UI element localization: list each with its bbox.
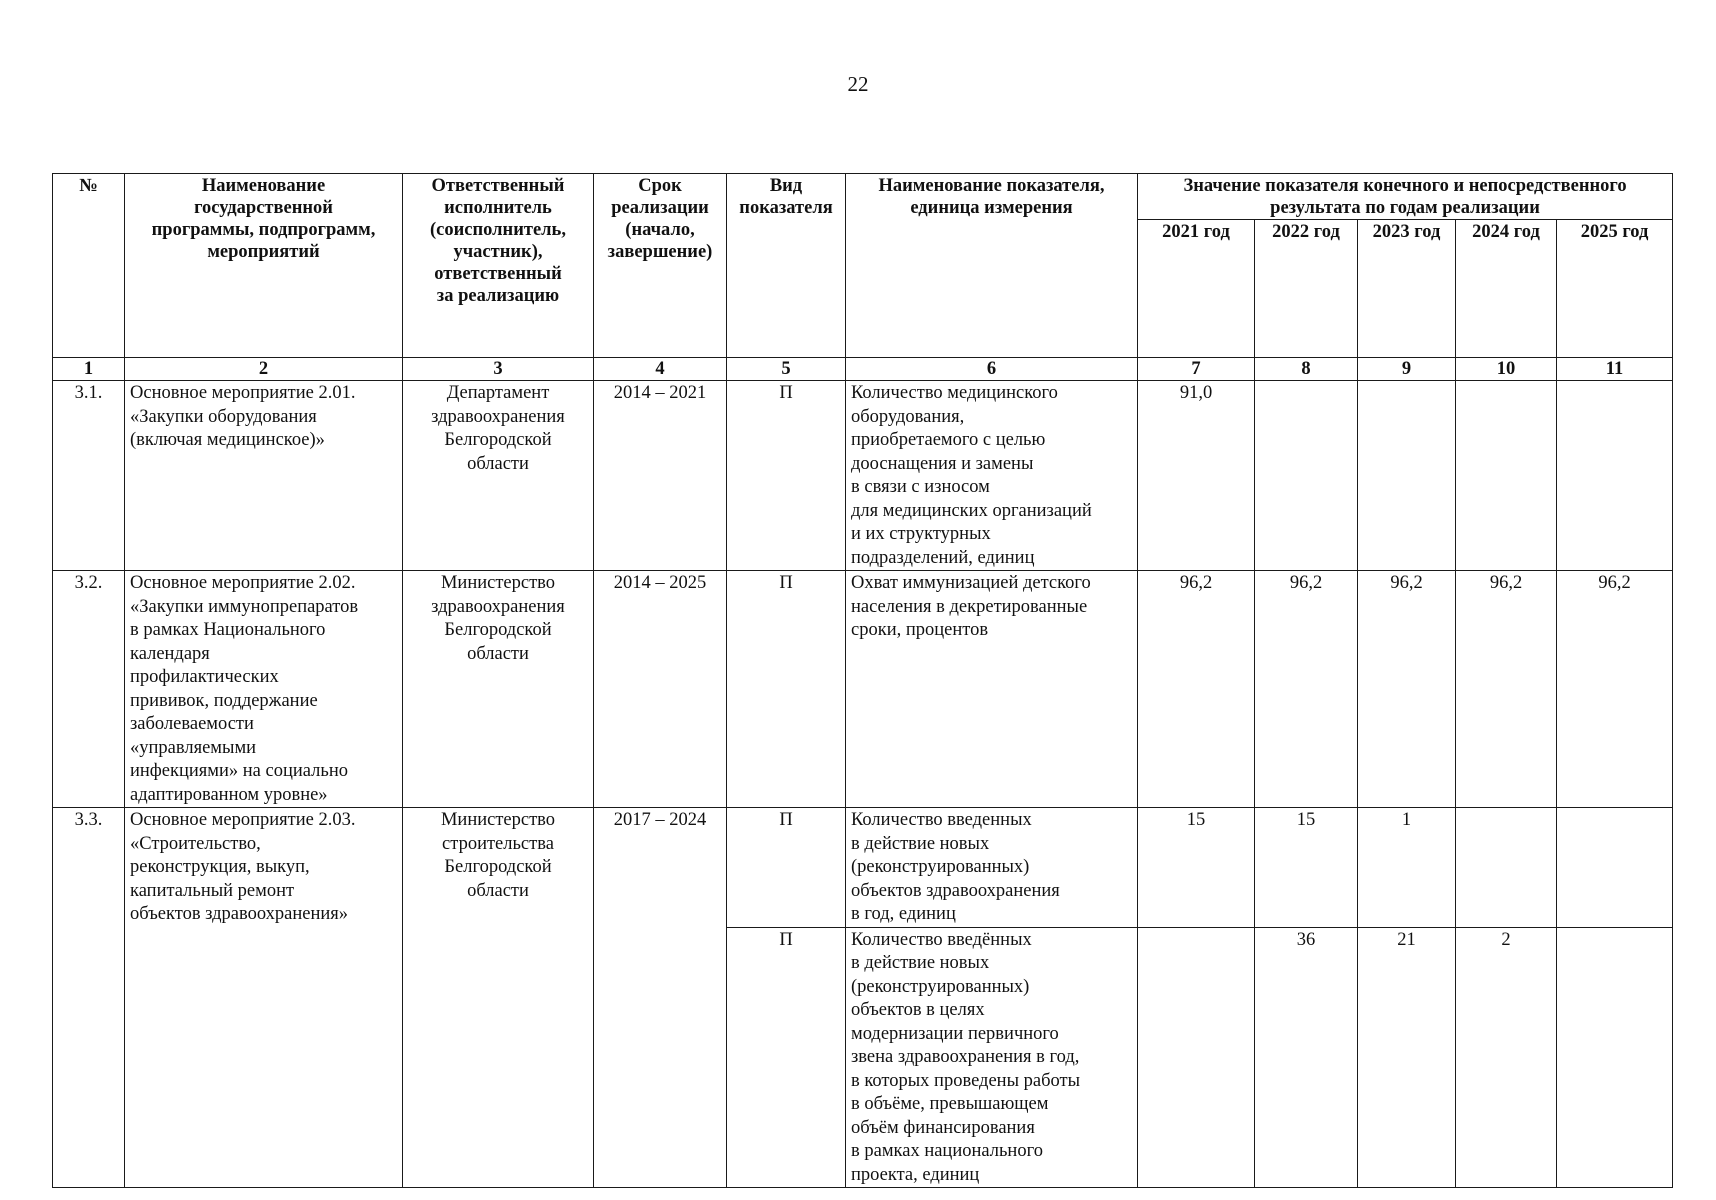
header-year-2023: 2023 год — [1358, 220, 1456, 358]
value-2024 — [1456, 808, 1557, 928]
column-number: 5 — [727, 358, 846, 381]
implementation-period: 2014 – 2021 — [594, 381, 727, 571]
header-values-group: Значение показателя конечного и непосредственного результата по годам реализации — [1138, 174, 1673, 220]
value-2025 — [1557, 927, 1673, 1188]
program-indicators-table — [52, 173, 1673, 1188]
header-indicator-type: Вид показателя — [727, 174, 846, 358]
value-2024 — [1456, 381, 1557, 571]
indicator-name: Охват иммунизацией детского населения в декретированные сроки, процентов — [846, 571, 1138, 808]
value-2024: 2 — [1456, 927, 1557, 1188]
indicator-name: Количество медицинского оборудования, приобретаемого с целью дооснащения и замены в связи с износом для медицинских организаций и их структурных подразделений, единиц — [846, 381, 1138, 571]
measure-name: Основное мероприятие 2.03. «Строительство, реконструкция, выкуп, капитальный ремонт объектов здравоохранения» — [125, 808, 403, 1188]
header-year-2024: 2024 год — [1456, 220, 1557, 358]
header-program-name: Наименование государственной программы, подпрограмм, мероприятий — [125, 174, 403, 358]
measure-name: Основное мероприятие 2.01. «Закупки оборудования (включая медицинское)» — [125, 381, 403, 571]
implementation-period: 2017 – 2024 — [594, 808, 727, 1188]
value-2024: 96,2 — [1456, 571, 1557, 808]
value-2023 — [1358, 381, 1456, 571]
indicator-type: П — [727, 808, 846, 928]
value-2021: 15 — [1138, 808, 1255, 928]
value-2021: 96,2 — [1138, 571, 1255, 808]
header-row-1 — [53, 174, 1673, 220]
column-number: 9 — [1358, 358, 1456, 381]
row-number: 3.1. — [53, 381, 125, 571]
indicator-type: П — [727, 927, 846, 1188]
column-number: 3 — [403, 358, 594, 381]
value-2021 — [1138, 927, 1255, 1188]
measure-name: Основное мероприятие 2.02. «Закупки иммунопрепаратов в рамках Национального календаря профилактических прививок, поддержание заболеваемости «управляемыми инфекциями» на социально адаптированном уровне» — [125, 571, 403, 808]
table-row — [53, 808, 1673, 928]
value-2025 — [1557, 381, 1673, 571]
column-number: 11 — [1557, 358, 1673, 381]
value-2022: 15 — [1255, 808, 1358, 928]
indicator-name: Количество введённых в действие новых (реконструированных) объектов в целях модернизации первичного звена здравоохранения в год, в которых проведены работы в объёме, превышающем объём финансирования в рамках национального проекта, единиц — [846, 927, 1138, 1188]
value-2021: 91,0 — [1138, 381, 1255, 571]
header-year-2021: 2021 год — [1138, 220, 1255, 358]
column-number: 7 — [1138, 358, 1255, 381]
column-number: 1 — [53, 358, 125, 381]
implementation-period: 2014 – 2025 — [594, 571, 727, 808]
value-2022: 96,2 — [1255, 571, 1358, 808]
column-number: 4 — [594, 358, 727, 381]
column-numbers-row — [53, 358, 1673, 381]
page-number: 22 — [847, 72, 869, 96]
row-number: 3.3. — [53, 808, 125, 1188]
indicator-type: П — [727, 571, 846, 808]
responsible-executor: Министерство строительства Белгородской области — [403, 808, 594, 1188]
column-number: 8 — [1255, 358, 1358, 381]
header-period: Срок реализации (начало, завершение) — [594, 174, 727, 358]
responsible-executor: Департамент здравоохранения Белгородской области — [403, 381, 594, 571]
row-number: 3.2. — [53, 571, 125, 808]
indicator-type: П — [727, 381, 846, 571]
value-2023: 1 — [1358, 808, 1456, 928]
column-number: 2 — [125, 358, 403, 381]
responsible-executor: Министерство здравоохранения Белгородской области — [403, 571, 594, 808]
column-number: 10 — [1456, 358, 1557, 381]
value-2025: 96,2 — [1557, 571, 1673, 808]
table-row — [53, 381, 1673, 571]
column-number: 6 — [846, 358, 1138, 381]
header-year-2022: 2022 год — [1255, 220, 1358, 358]
value-2023: 96,2 — [1358, 571, 1456, 808]
header-indicator-name: Наименование показателя, единица измерения — [846, 174, 1138, 358]
header-responsible: Ответственный исполнитель (соисполнитель, участник), ответственный за реализацию — [403, 174, 594, 358]
header-num: № — [53, 174, 125, 358]
indicator-name: Количество введенных в действие новых (реконструированных) объектов здравоохранения в год, единиц — [846, 808, 1138, 928]
table-row — [53, 571, 1673, 808]
value-2025 — [1557, 808, 1673, 928]
header-year-2025: 2025 год — [1557, 220, 1673, 358]
value-2023: 21 — [1358, 927, 1456, 1188]
value-2022: 36 — [1255, 927, 1358, 1188]
value-2022 — [1255, 381, 1358, 571]
